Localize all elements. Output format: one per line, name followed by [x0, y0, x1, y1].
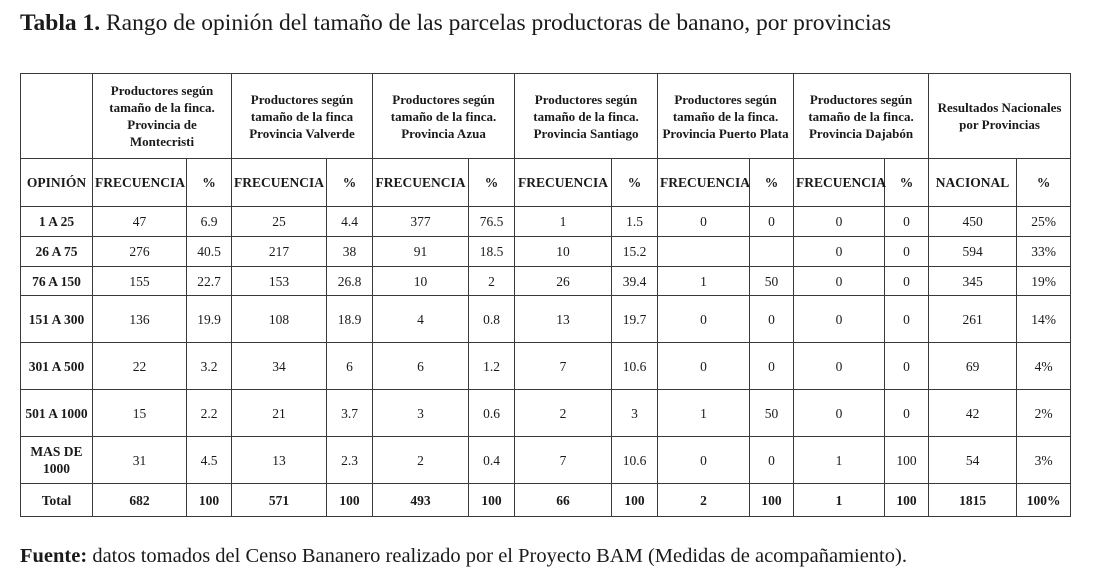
table-row	[21, 237, 1071, 267]
table-cell: 0	[885, 296, 929, 343]
table-cell: 0.8	[469, 296, 515, 343]
table-row	[21, 207, 1071, 237]
table-cell: 6	[373, 343, 469, 390]
table-cell: 155	[93, 267, 187, 296]
column-header: %	[187, 159, 232, 207]
table-cell: 0	[750, 296, 794, 343]
table-cell: 1	[794, 437, 885, 484]
column-header: FRECUENCIA	[373, 159, 469, 207]
table-cell: 7	[515, 343, 612, 390]
table-cell: 100	[885, 437, 929, 484]
table-cell: 69	[929, 343, 1017, 390]
group-header-puerto-plata: Productores según tamaño de la finca. Provincia Puerto Plata	[658, 74, 794, 159]
table-cell: 0	[794, 343, 885, 390]
table-cell: 2	[658, 484, 750, 517]
table-cell: 0	[658, 296, 750, 343]
table-cell: 377	[373, 207, 469, 237]
table-cell: 2	[515, 390, 612, 437]
table-cell: 4%	[1017, 343, 1071, 390]
table-cell: 6	[327, 343, 373, 390]
column-header: FRECUENCIA	[794, 159, 885, 207]
row-label-cell: 76 A 150	[21, 267, 93, 296]
table-cell: 0	[794, 237, 885, 267]
table-cell: 13	[232, 437, 327, 484]
table-cell: 682	[93, 484, 187, 517]
table-cell: 3.2	[187, 343, 232, 390]
table-cell: 66	[515, 484, 612, 517]
table-cell: 3.7	[327, 390, 373, 437]
table-cell: 10.6	[612, 437, 658, 484]
row-label-cell: 151 A 300	[21, 296, 93, 343]
table-cell: 1	[515, 207, 612, 237]
group-header-valverde: Productores según tamaño de la finca Provincia Valverde	[232, 74, 373, 159]
table-cell: 100	[612, 484, 658, 517]
column-header-opinion: OPINIÓN	[21, 159, 93, 207]
table-cell: 4.5	[187, 437, 232, 484]
table-cell: 0.6	[469, 390, 515, 437]
table-cell: 345	[929, 267, 1017, 296]
table-cell: 21	[232, 390, 327, 437]
table-cell: 31	[93, 437, 187, 484]
table-cell: 100%	[1017, 484, 1071, 517]
column-header: FRECUENCIA	[93, 159, 187, 207]
table-cell: 14%	[1017, 296, 1071, 343]
table-cell	[658, 237, 750, 267]
table-body	[21, 207, 1071, 517]
table-row	[21, 267, 1071, 296]
table-cell: 0	[885, 390, 929, 437]
group-header-santiago: Productores según tamaño de la finca. Provincia Santiago	[515, 74, 658, 159]
table-row	[21, 296, 1071, 343]
table-cell: 0	[794, 207, 885, 237]
table-cell: 34	[232, 343, 327, 390]
table-cell: 0	[885, 207, 929, 237]
table-cell: 7	[515, 437, 612, 484]
table-cell: 76.5	[469, 207, 515, 237]
table-cell: 108	[232, 296, 327, 343]
column-header: %	[1017, 159, 1071, 207]
table-cell: 42	[929, 390, 1017, 437]
group-header-azua: Productores según tamaño de la finca. Provincia Azua	[373, 74, 515, 159]
table-cell: 50	[750, 390, 794, 437]
table-cell: 10	[373, 267, 469, 296]
group-header-nacional: Resultados Nacionales por Provincias	[929, 74, 1071, 159]
table-cell: 26	[515, 267, 612, 296]
column-header: FRECUENCIA	[515, 159, 612, 207]
table-cell: 0	[794, 296, 885, 343]
table-cell: 15.2	[612, 237, 658, 267]
table-cell: 39.4	[612, 267, 658, 296]
table-cell: 0	[885, 267, 929, 296]
column-header: %	[327, 159, 373, 207]
group-header-dajabon: Productores según tamaño de la finca. Provincia Dajabón	[794, 74, 929, 159]
footnote-label: Fuente:	[20, 545, 88, 567]
table-row	[21, 343, 1071, 390]
table-cell: 22	[93, 343, 187, 390]
column-header: FRECUENCIA	[232, 159, 327, 207]
header-empty-cell	[21, 74, 93, 159]
table-cell: 571	[232, 484, 327, 517]
footnote	[20, 545, 907, 568]
column-header: %	[885, 159, 929, 207]
table-cell: 50	[750, 267, 794, 296]
table-cell: 91	[373, 237, 469, 267]
table-cell: 261	[929, 296, 1017, 343]
column-header: %	[612, 159, 658, 207]
table-cell: 47	[93, 207, 187, 237]
table-cell: 15	[93, 390, 187, 437]
table-cell: 2.3	[327, 437, 373, 484]
table-cell: 33%	[1017, 237, 1071, 267]
table-cell: 0	[794, 390, 885, 437]
subheader-row	[21, 159, 1071, 207]
table-cell: 2	[373, 437, 469, 484]
table-cell: 2.2	[187, 390, 232, 437]
total-row	[21, 484, 1071, 517]
footnote-text: datos tomados del Censo Bananero realizado por el Proyecto BAM (Medidas de acompañamiento).	[92, 545, 907, 567]
table-cell: 100	[469, 484, 515, 517]
table-cell: 0	[885, 343, 929, 390]
table-cell: 0.4	[469, 437, 515, 484]
table-cell: 0	[885, 237, 929, 267]
table-cell: 10	[515, 237, 612, 267]
table-cell: 450	[929, 207, 1017, 237]
table-cell: 1	[658, 390, 750, 437]
table-cell: 136	[93, 296, 187, 343]
table-cell: 1	[658, 267, 750, 296]
table-cell: 493	[373, 484, 469, 517]
group-header-row	[21, 74, 1071, 159]
table-cell: 3%	[1017, 437, 1071, 484]
table-row	[21, 390, 1071, 437]
table-cell: 0	[750, 343, 794, 390]
row-label-cell: 1 A 25	[21, 207, 93, 237]
row-label-cell: 501 A 1000	[21, 390, 93, 437]
table-cell: 100	[750, 484, 794, 517]
table-cell: 1.2	[469, 343, 515, 390]
table-cell: 54	[929, 437, 1017, 484]
table-cell: 3	[373, 390, 469, 437]
table-cell: 4	[373, 296, 469, 343]
table-cell: 38	[327, 237, 373, 267]
table-cell: 276	[93, 237, 187, 267]
table-cell: 13	[515, 296, 612, 343]
table-cell: 1815	[929, 484, 1017, 517]
row-label-cell: MAS DE 1000	[21, 437, 93, 484]
table-cell: 19%	[1017, 267, 1071, 296]
table-cell: 19.7	[612, 296, 658, 343]
column-header: FRECUENCIA	[658, 159, 750, 207]
table-title	[20, 10, 891, 37]
row-label-cell: 26 A 75	[21, 237, 93, 267]
table-cell: 100	[187, 484, 232, 517]
row-label-cell: 301 A 500	[21, 343, 93, 390]
table-cell	[750, 237, 794, 267]
table-cell: 1	[794, 484, 885, 517]
table-cell: 22.7	[187, 267, 232, 296]
table-title-text: Rango de opinión del tamaño de las parcelas productoras de banano, por provincias	[106, 10, 892, 36]
table-cell: 25	[232, 207, 327, 237]
table-cell: 0	[658, 437, 750, 484]
column-header: %	[750, 159, 794, 207]
table-cell: 217	[232, 237, 327, 267]
table-cell: 10.6	[612, 343, 658, 390]
row-label-cell: Total	[21, 484, 93, 517]
table-cell: 0	[658, 207, 750, 237]
table-cell: 2	[469, 267, 515, 296]
table-cell: 594	[929, 237, 1017, 267]
group-header-montecristi: Productores según tamaño de la finca. Provincia de Montecristi	[93, 74, 232, 159]
table-cell: 1.5	[612, 207, 658, 237]
table-cell: 18.5	[469, 237, 515, 267]
table-cell: 0	[750, 207, 794, 237]
table-cell: 3	[612, 390, 658, 437]
table-row	[21, 437, 1071, 484]
table-cell: 153	[232, 267, 327, 296]
table-cell: 18.9	[327, 296, 373, 343]
table-cell: 40.5	[187, 237, 232, 267]
table-cell: 100	[327, 484, 373, 517]
table-cell: 0	[794, 267, 885, 296]
column-header: NACIONAL	[929, 159, 1017, 207]
table-cell: 19.9	[187, 296, 232, 343]
table-cell: 100	[885, 484, 929, 517]
table-cell: 6.9	[187, 207, 232, 237]
table-title-label: Tabla 1.	[20, 10, 101, 36]
column-header: %	[469, 159, 515, 207]
table-cell: 26.8	[327, 267, 373, 296]
table-cell: 4.4	[327, 207, 373, 237]
table-cell: 0	[750, 437, 794, 484]
data-table	[20, 73, 1071, 517]
table-cell: 0	[658, 343, 750, 390]
table-cell: 25%	[1017, 207, 1071, 237]
table-cell: 2%	[1017, 390, 1071, 437]
